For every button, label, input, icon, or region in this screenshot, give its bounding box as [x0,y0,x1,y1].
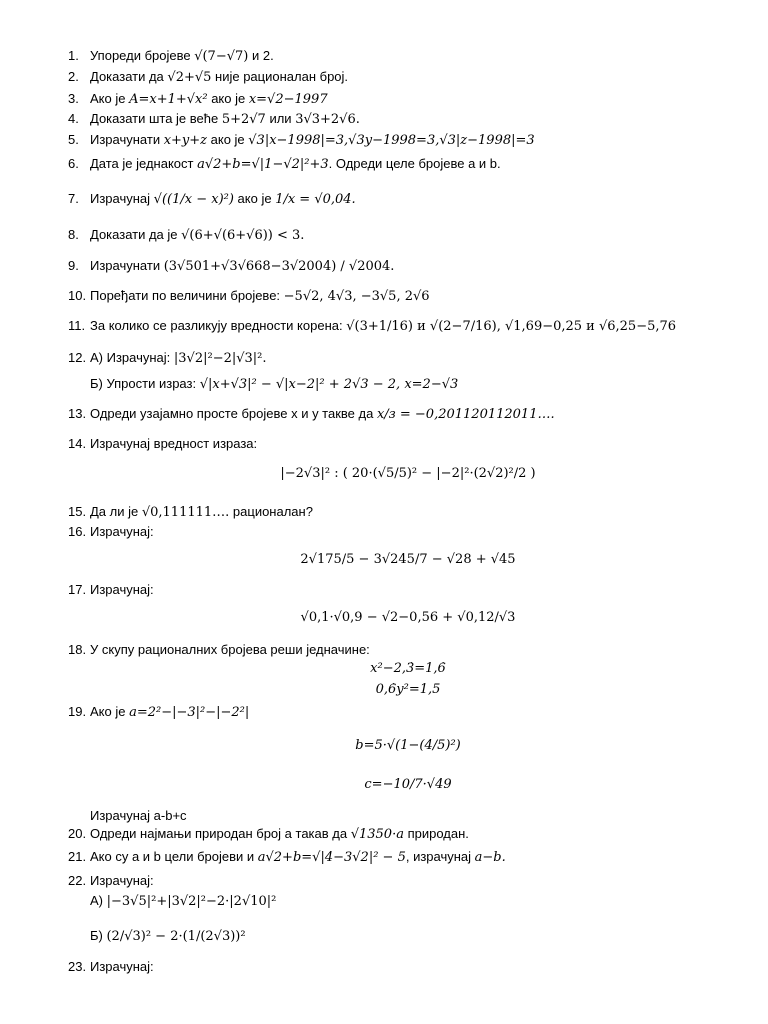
problem-number: 8. [68,227,79,242]
problem-text: Поређати по величини бројеве: [90,288,284,303]
problem-number: 15. [68,504,87,519]
problem-text: Ако су a и b цели бројеви и [90,849,258,864]
math-expression: a√2+b=√|4−3√2|² − 5 [257,850,406,865]
problem-text: или [265,111,296,126]
problem-number: 4. [68,111,79,126]
problem-number: 9. [68,258,79,273]
problem-text: Израчунати [90,258,164,273]
problem-number: 20. [68,826,87,841]
problem-text: ако је [233,191,276,206]
problem-text: Израчунај: [90,524,154,539]
problem-number: 2. [68,69,79,84]
display-formula-19b: b=5·√(1−(4/5)²) [355,738,461,753]
problem-number: 10. [68,288,87,303]
problem-number: 14. [68,436,87,451]
problem-number: 7. [68,191,79,206]
problem-text: У скупу рационалних бројева реши једначине: [90,642,370,657]
problem-number: 19. [68,704,87,719]
problem-text: Б) Упрости израз: [90,376,200,391]
math-expression: 1/x = √0,04. [275,192,356,207]
problem-text: Доказати шта је веће [90,111,222,126]
math-expression: √3|x−1998|=3,√3y−1998=3,√3|z−1998|=3 [248,133,535,148]
problem-text: Доказати да [90,69,168,84]
problem-text: Одреди узајамно просте бројеве x и y такве да [90,406,377,421]
problem-text: . Одреди целе бројеве a и b. [328,156,501,171]
math-expression: √1350·a [350,827,404,842]
math-expression: x/з = −0,201120112011…. [376,407,555,422]
problem-number: 18. [68,642,87,657]
math-expression: √(3+1/16) и √(2−7/16), √1,69−0,25 и √6,25−5,76 [346,319,677,334]
problem-number: 16. [68,524,87,539]
math-expression: x+y+z [163,133,208,148]
problem-number: 13. [68,406,87,421]
math-expression: (3√501+√3√668−3√2004) / √2004. [163,259,395,274]
problem-text: За колико се разликују вредности корена: [90,318,347,333]
problem-text: Одреди најмањи природан број a такав да [90,826,351,841]
problem-text: Израчунај a-b+c [90,808,187,823]
math-expression: √(6+√(6+√6)) < 3. [181,228,305,243]
problem-text: Израчунај: [90,959,154,974]
math-expression: √((1/x − x)²) [153,192,234,207]
problem-number: 6. [68,156,79,171]
problem-number: 17. [68,582,87,597]
display-equation-18b: 0,6̇y²=1,5 [375,682,441,697]
math-expression: A=x+1+√x² [129,92,208,107]
math-expression: |−3√5|²+|3√2|²−2·|2√10|² [106,894,277,909]
problem-text: Израчунај: [90,873,154,888]
display-formula-16: 2√175/5 − 3√245/7 − √28 + √45 [300,552,516,567]
problem-text: ако је [207,91,249,106]
math-expression: 3√3+2√6. [295,112,360,127]
problem-number: 23. [68,959,87,974]
problem-text: Израчунати [90,132,164,147]
problem-text: природан. [403,826,469,841]
display-equation-18a: x²−2,3̇=1,6̇ [370,661,446,676]
problem-text: А) Израчунај: [90,350,174,365]
problem-number: 12. [68,350,87,365]
problem-text: није рационалан број. [211,69,349,84]
problem-number: 11. [68,318,86,333]
math-expression: −5√2, 4√3, −3√5, 2√6 [283,289,430,304]
problem-text: Дата је једнакост [90,156,198,171]
math-expression: a√2+b=√|1−√2|²+3 [197,157,329,172]
display-formula-17: √0,1·√0,9 − √2−0,56 + √0,12/√3 [300,610,516,625]
problem-text: А) [90,893,107,908]
math-expression: (2/√3)² − 2·(1/(2√3))² [106,929,246,944]
problem-text: Израчунај вредност израза: [90,436,258,451]
math-expression: √|x+√3|² − √|x−2|² + 2√3 − 2, x=2−√3 [199,377,459,392]
problem-text: Доказати да је [90,227,182,242]
problem-text: Израчунај [90,191,154,206]
problem-number: 1. [68,48,79,63]
math-expression: x=√2−1997 [248,92,328,107]
problem-text: Упореди бројеве [90,48,195,63]
problem-number: 5. [68,132,79,147]
math-expression: a−b. [474,850,506,865]
math-expression: |3√2|²−2|√3|². [173,351,267,366]
problem-text: ако је [207,132,249,147]
problem-number: 22. [68,873,87,888]
problem-number: 21. [68,849,87,864]
problem-number: 3. [68,91,79,106]
math-expression: √(7−√7) [194,49,249,64]
math-expression: a=2²−|−3|²−|−2²| [129,705,250,720]
problem-text: рационалан? [229,504,313,519]
math-expression: √2+√5 [167,70,212,85]
problem-text: Ако је [90,91,130,106]
display-formula-14: |−2√3|² : ( 20·(√5/5)² − |−2|²·(2√2)²/2 ) [280,466,536,481]
math-expression: 5+2√7 [221,112,266,127]
problem-text: и 2. [248,48,274,63]
problem-text: Ако је [90,704,130,719]
problem-text: Израчунај: [90,582,154,597]
display-formula-19c: c=−10/7·√49 [364,777,452,792]
problem-text: , израчунај [405,849,475,864]
math-expression: √0,111111…. [141,505,230,520]
problem-text: Б) [90,928,107,943]
problem-text: Да ли је [90,504,142,519]
